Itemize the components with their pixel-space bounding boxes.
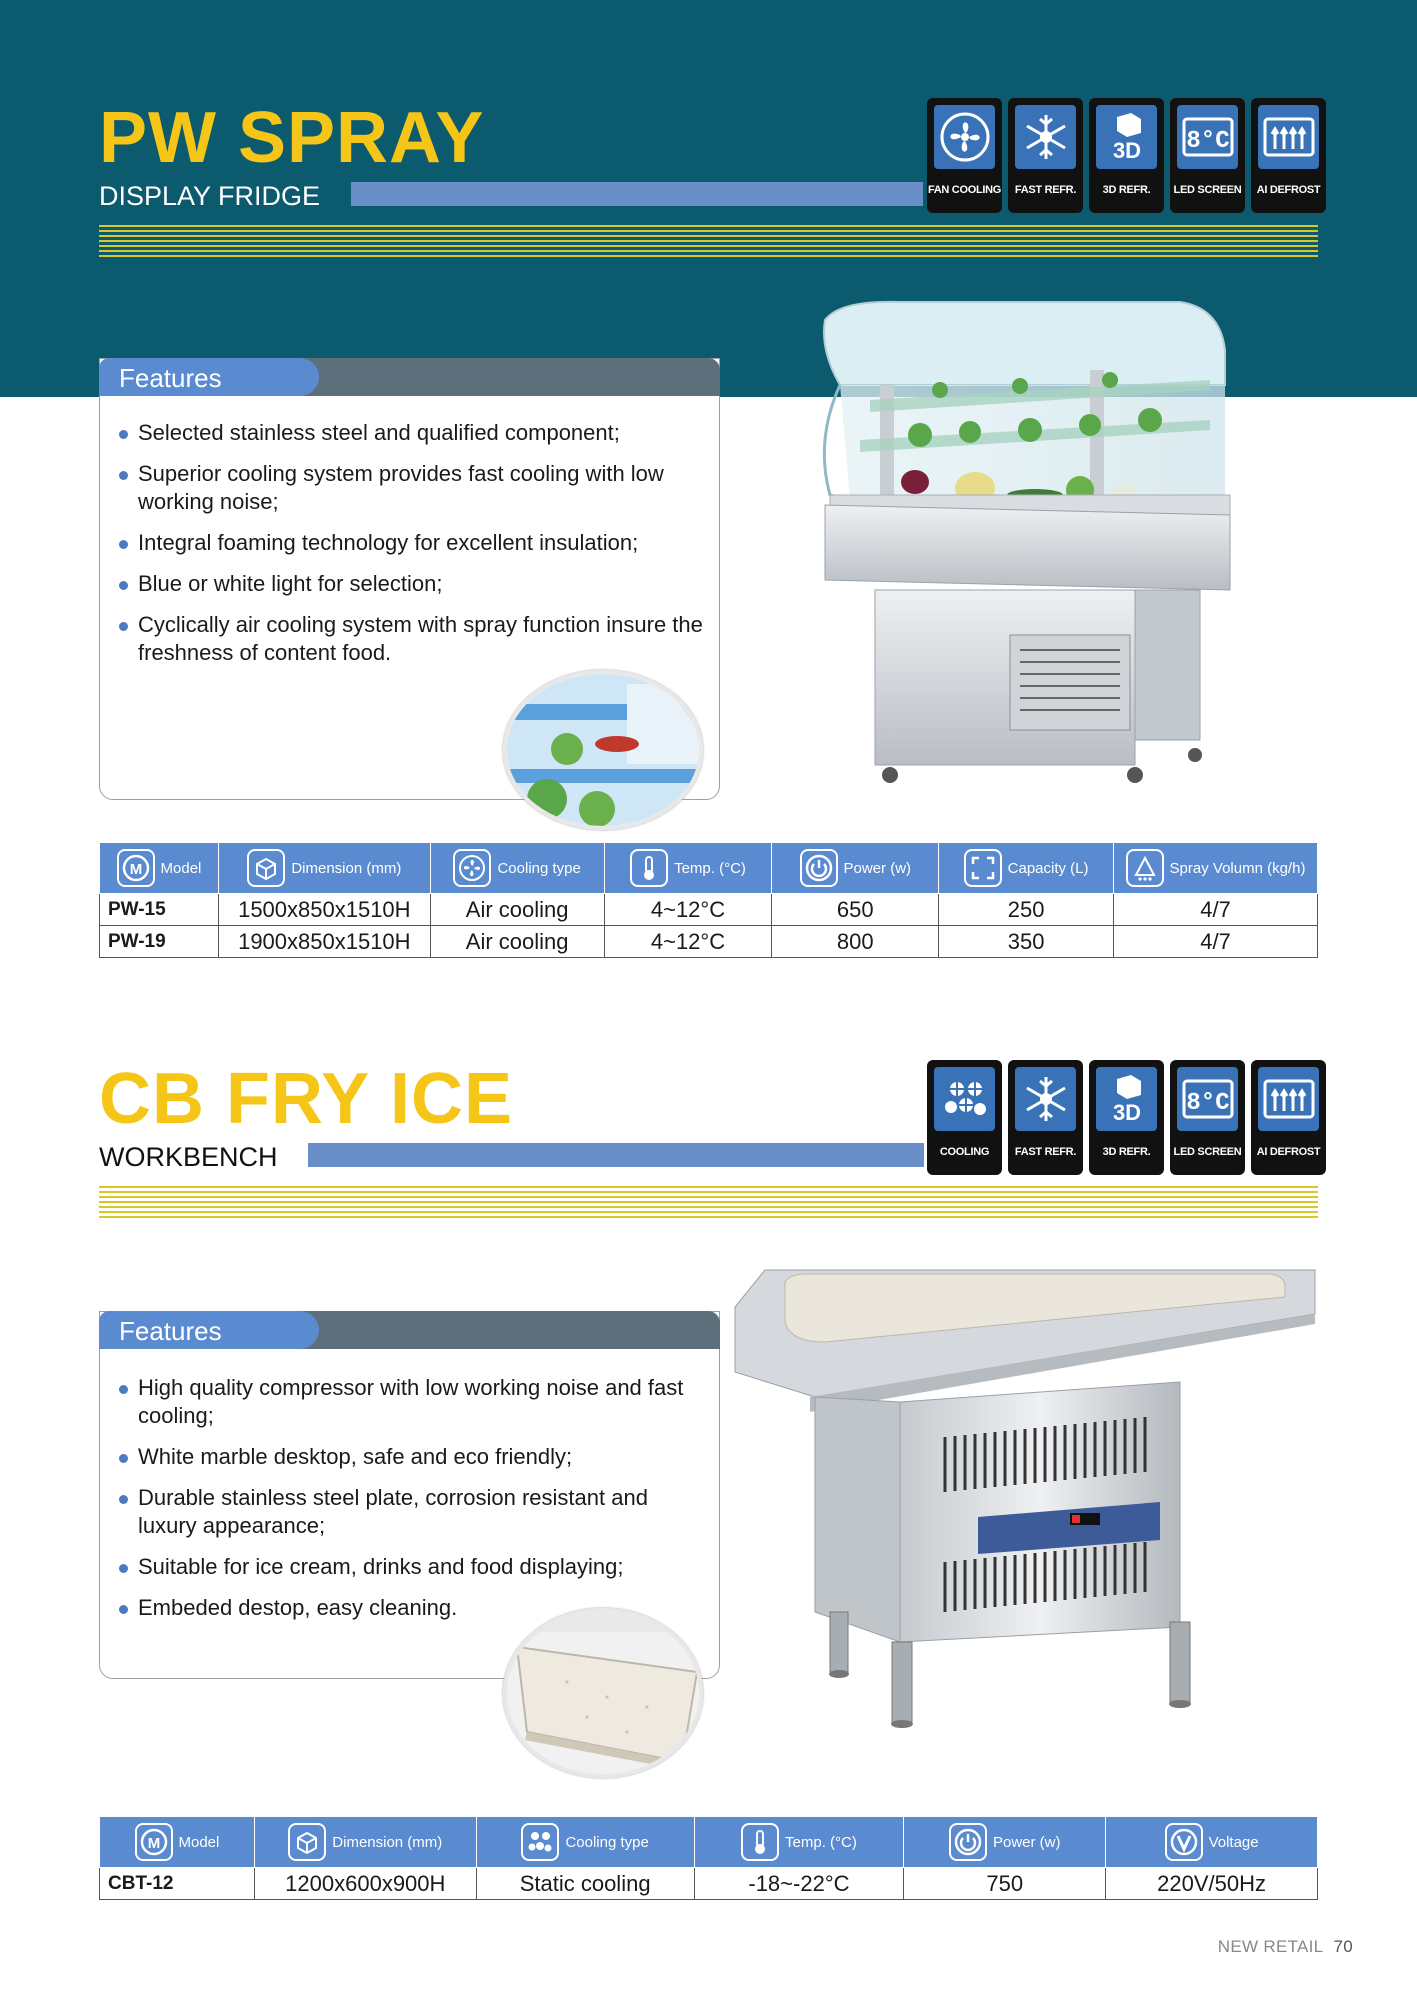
product-subtitle: DISPLAY FRIDGE [99,181,321,211]
header-cooling-type: Cooling type [476,1817,694,1868]
badge-led-screen: 8°C LED SCREEN [1170,98,1245,213]
spray-detail-image [503,670,703,830]
svg-text:M: M [129,861,142,878]
features-list [118,419,708,680]
features-header [99,1311,720,1349]
header-voltage: Voltage [1106,1817,1318,1868]
header-model: M Model [100,843,219,894]
footer-text: NEW RETAIL [1217,1937,1324,1956]
decorative-stripes [99,225,1318,258]
subtitle-bar [308,1143,924,1167]
badge-3d-refr: 3D 3D REFR. [1089,98,1164,213]
feature-badges [927,98,1326,213]
feature-item: Integral foaming technology for excellent insulation; [118,529,708,557]
snowflake-icon [1021,112,1071,162]
header-power: Power (w) [772,843,939,894]
features-title: Features [99,358,319,396]
svg-text:M: M [147,1835,160,1852]
svg-text:3D: 3D [1112,1100,1141,1125]
feature-item: High quality compressor with low working noise and fast cooling; [118,1374,688,1430]
spray-icon [1126,849,1164,887]
badge-fast-refr: FAST REFR. [1008,1060,1083,1175]
feature-item: Blue or white light for selection; [118,570,708,598]
header-model: M Model [100,1817,255,1868]
feature-item: Suitable for ice cream, drinks and food displaying; [118,1553,688,1581]
badge-cooling: COOLING [927,1060,1002,1175]
features-list [118,1374,688,1635]
marble-detail-image [503,1608,703,1778]
led-screen-icon [1182,1079,1234,1119]
feature-item: Selected stainless steel and qualified component; [118,419,708,447]
product-subtitle: WORKBENCH [99,1142,278,1172]
table-row: PW-19 1900x850x1510H Air cooling 4~12°C 800 350 4/7 [100,926,1318,958]
subtitle-bar [351,182,923,206]
badge-fan-cooling: FAN COOLING [927,98,1002,213]
badge-led-screen: 8°C LED SCREEN [1170,1060,1245,1175]
feature-item: Cyclically air cooling system with spray function insure the freshness of content food. [118,611,708,667]
header-cooling-type: Cooling type [430,843,604,894]
spec-table [99,842,1318,958]
model-icon [117,849,155,887]
badge-ai-defrost: AI DEFROST [1251,98,1326,213]
svg-text:8°C: 8°C [1185,128,1230,155]
features-header [99,358,720,396]
badge-ai-defrost: AI DEFROST [1251,1060,1326,1175]
product-title: PW SPRAY [99,98,485,178]
defrost-icon [1263,117,1315,157]
capacity-icon [964,849,1002,887]
spec-table [99,1816,1318,1900]
display-fridge-image [780,290,1240,790]
thermometer-icon [741,1823,779,1861]
table-row: CBT-12 1200x600x900H Static cooling -18~-22°C 750 220V/50Hz [100,1868,1318,1900]
workbench-image [730,1262,1320,1762]
feature-item: Superior cooling system provides fast cooling with low working noise; [118,460,708,516]
svg-text:8°C: 8°C [1185,1090,1230,1117]
table-row: PW-15 1500x850x1510H Air cooling 4~12°C 650 250 4/7 [100,894,1318,926]
page-number: 70 [1333,1937,1353,1956]
snowflake-icon [1021,1074,1071,1124]
fan-icon [453,849,491,887]
header-power: Power (w) [904,1817,1106,1868]
svg-text:3D: 3D [1112,138,1141,163]
3d-cube-icon [1101,111,1153,163]
decorative-stripes [99,1186,1318,1219]
page-footer [1218,1937,1353,1957]
fan-icon [939,111,991,163]
snowflakes-icon [521,1823,559,1861]
features-title: Features [99,1311,319,1349]
power-icon [949,1823,987,1861]
header-capacity: Capacity (L) [939,843,1114,894]
dimension-icon [288,1823,326,1861]
feature-item: Durable stainless steel plate, corrosion resistant and luxury appearance; [118,1484,688,1540]
header-temp: Temp. (°C) [604,843,772,894]
snowflakes-icon [939,1073,991,1125]
feature-badges [927,1060,1326,1175]
led-screen-icon [1182,117,1234,157]
header-dimension: Dimension (mm) [254,1817,476,1868]
badge-3d-refr: 3D 3D REFR. [1089,1060,1164,1175]
voltage-icon [1165,1823,1203,1861]
header-spray-volume: Spray Volumn (kg/h) [1114,843,1318,894]
header-dimension: Dimension (mm) [218,843,430,894]
feature-item: Embeded destop, easy cleaning. [118,1594,688,1622]
badge-fast-refr: FAST REFR. [1008,98,1083,213]
defrost-icon [1263,1079,1315,1119]
product-title: CB FRY ICE [99,1059,514,1139]
header-temp: Temp. (°C) [694,1817,904,1868]
3d-cube-icon [1101,1073,1153,1125]
thermometer-icon [630,849,668,887]
model-icon [135,1823,173,1861]
power-icon [800,849,838,887]
feature-item: White marble desktop, safe and eco friendly; [118,1443,688,1471]
dimension-icon [247,849,285,887]
